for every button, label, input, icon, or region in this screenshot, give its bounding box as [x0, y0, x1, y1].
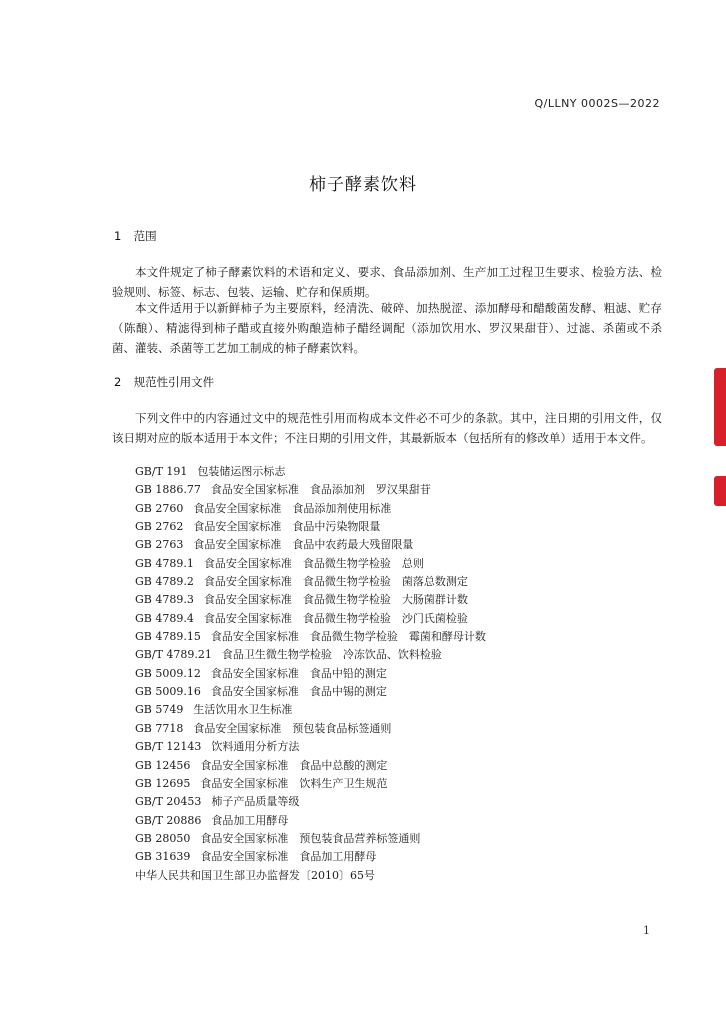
references-intro-paragraph: 下列文件中的内容通过文中的规范性引用而构成本文件必不可少的条款。其中，注日期的引用文件，仅该日期对应的版本适用于本文件；不注日期的引用文件，其最新版本（包括所有的修改单）适用于本文件。 [112, 411, 662, 445]
reference-code: GB 5749 [135, 703, 184, 717]
reference-code: GB 5009.16 [135, 685, 201, 699]
reference-title: 食品安全国家标准 预包装食品标签通则 [193, 721, 392, 735]
reference-title: 食品安全国家标准 食品微生物学检验 大肠菌群计数 [203, 593, 468, 607]
reference-title: 食品安全国家标准 食品微生物学检验 总则 [203, 556, 424, 570]
reference-title: 中华人民共和国卫生部卫办监督发〔2010〕65号 [135, 868, 375, 882]
reference-code: GB 4789.4 [135, 611, 194, 625]
reference-code: GB/T 20886 [135, 813, 202, 827]
seal-stamp-fragment [714, 368, 726, 446]
document-number: Q/LLNY 0002S—2022 [534, 97, 660, 110]
reference-title: 食品安全国家标准 食品加工用酵母 [200, 850, 377, 864]
section-title: 范围 [133, 229, 157, 243]
reference-title: 食品安全国家标准 食品中总酸的测定 [200, 758, 388, 772]
reference-code: GB/T 4789.21 [135, 648, 212, 662]
reference-title: 柿子产品质量等级 [211, 795, 300, 809]
reference-code: GB 4789.2 [135, 575, 194, 589]
reference-title: 食品安全国家标准 食品微生物学检验 沙门氏菌检验 [203, 611, 468, 625]
scope-paragraph-1: 本文件规定了柿子酵素饮料的术语和定义、要求、食品添加剂、生产加工过程卫生要求、检验方法、检验规则、标签、标志、包装、运输、贮存和保质期。 [112, 265, 662, 299]
reference-item [135, 665, 486, 683]
reference-item [135, 848, 486, 866]
section-number: 1 [114, 229, 122, 243]
reference-code: GB 12456 [135, 758, 191, 772]
section-number: 2 [114, 375, 122, 389]
reference-title: 食品安全国家标准 预包装食品营养标签通则 [200, 831, 421, 845]
reference-title: 食品安全国家标准 食品添加剂 罗汉果甜苷 [210, 483, 431, 497]
reference-title: 食品安全国家标准 饮料生产卫生规范 [200, 776, 388, 790]
reference-code: GB/T 12143 [135, 740, 202, 754]
reference-list [135, 463, 486, 885]
section-heading-scope [114, 228, 157, 244]
reference-code: GB 4789.1 [135, 556, 194, 570]
reference-title: 食品卫生微生物学检验 冷冻饮品、饮料检验 [221, 648, 442, 662]
reference-item [135, 555, 486, 573]
reference-code: GB 4789.3 [135, 593, 194, 607]
reference-title: 食品安全国家标准 食品中铅的测定 [210, 666, 387, 680]
reference-code: GB 7718 [135, 721, 184, 735]
reference-code: GB 5009.12 [135, 666, 201, 680]
reference-item [135, 812, 486, 830]
section-heading-normative-references [114, 374, 214, 390]
reference-title: 食品安全国家标准 食品微生物学检验 菌落总数测定 [203, 575, 468, 589]
reference-item [135, 536, 486, 554]
reference-item [135, 481, 486, 499]
reference-item [135, 646, 486, 664]
reference-item [135, 683, 486, 701]
reference-item [135, 720, 486, 738]
reference-item [135, 463, 486, 481]
reference-item [135, 793, 486, 811]
reference-item [135, 830, 486, 848]
reference-title: 食品加工用酵母 [211, 813, 289, 827]
document-title: 柿子酵素饮料 [309, 175, 417, 195]
reference-item [135, 591, 486, 609]
reference-item [135, 757, 486, 775]
reference-code: GB 2763 [135, 538, 184, 552]
reference-title: 饮料通用分析方法 [211, 740, 300, 754]
reference-code: GB 28050 [135, 831, 191, 845]
reference-title: 包装储运图示标志 [197, 465, 286, 478]
reference-code: GB/T 191 [135, 465, 188, 478]
reference-title: 生活饮用水卫生标准 [193, 703, 293, 717]
reference-item [135, 775, 486, 793]
reference-title: 食品安全国家标准 食品添加剂使用标准 [193, 501, 392, 515]
reference-title: 食品安全国家标准 食品微生物学检验 霉菌和酵母计数 [210, 630, 486, 644]
scope-paragraph-2: 本文件适用于以新鲜柿子为主要原料，经清洗、破碎、加热脱涩、添加酵母和醋酸菌发酵、粗滤、贮存（陈酿）、精滤得到柿子醋或直接外购酿造柿子醋经调配（添加饮用水、罗汉果甜苷）、过滤、杀菌或不杀菌、灌装、杀菌等工艺加工制成的柿子酵素饮料。 [112, 301, 662, 355]
reference-code: GB 31639 [135, 850, 191, 864]
reference-item [135, 500, 486, 518]
reference-code: GB 2760 [135, 501, 184, 515]
reference-item [135, 610, 486, 628]
reference-item [135, 701, 486, 719]
reference-code: GB 12695 [135, 776, 191, 790]
reference-title: 食品安全国家标准 食品中锡的测定 [210, 685, 387, 699]
section-title: 规范性引用文件 [133, 375, 215, 389]
reference-item [135, 738, 486, 756]
reference-item [135, 573, 486, 591]
reference-code: GB/T 20453 [135, 795, 202, 809]
reference-code: GB 2762 [135, 520, 184, 534]
reference-code: GB 4789.15 [135, 630, 201, 644]
reference-title: 食品安全国家标准 食品中污染物限量 [193, 520, 381, 534]
reference-title: 食品安全国家标准 食品中农药最大残留限量 [193, 538, 414, 552]
page-number: 1 [643, 924, 650, 937]
reference-item [135, 518, 486, 536]
reference-item [135, 628, 486, 646]
reference-item [135, 867, 486, 885]
reference-code: GB 1886.77 [135, 483, 201, 497]
seal-stamp-fragment [714, 476, 726, 506]
